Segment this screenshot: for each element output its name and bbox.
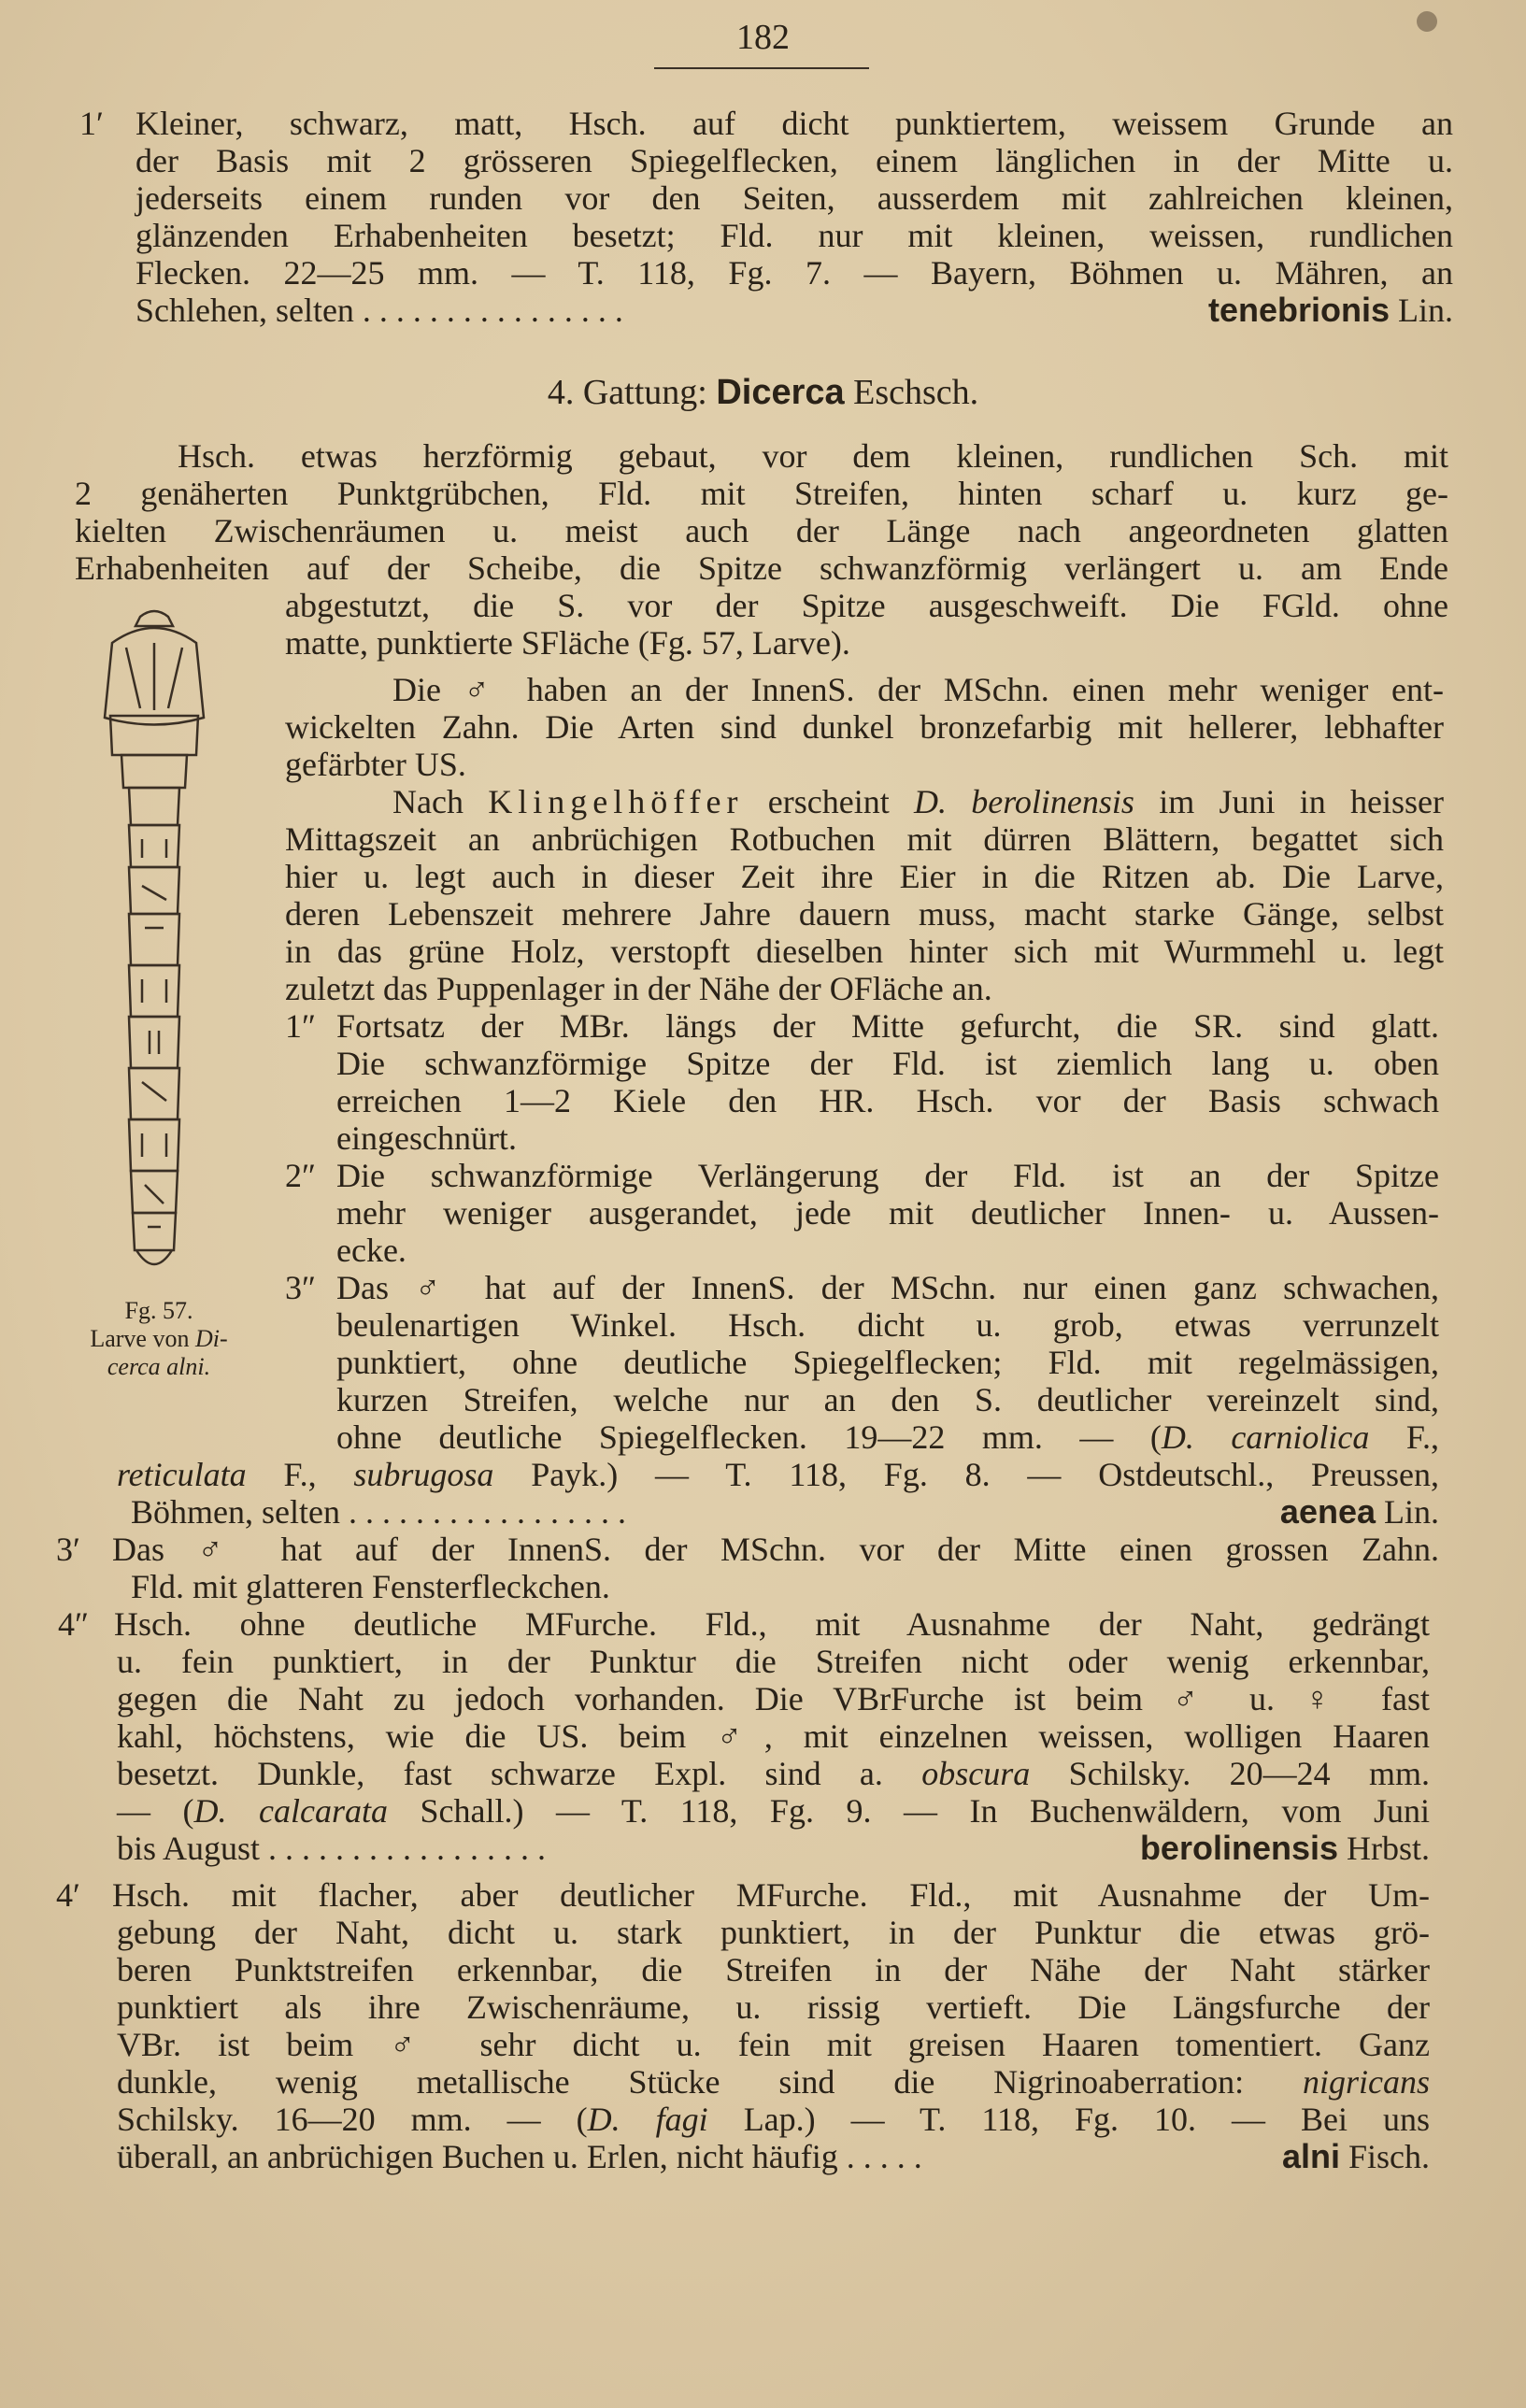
- text-line: [285, 970, 992, 1007]
- line-text: Die schwanzförmige Spitze der Fld. ist ziemlich lang u. oben: [336, 1045, 1439, 1082]
- text-line: [117, 1680, 1430, 1717]
- species-author: Lin.: [1398, 292, 1453, 329]
- species-entry: [1208, 292, 1453, 329]
- text-line: [117, 1914, 1430, 1951]
- text-line: [75, 549, 1448, 587]
- text-line: [75, 475, 1448, 512]
- line-text: besetzt. Dunkle, fast schwarze Expl. sind a.: [117, 1755, 922, 1792]
- text-line: [114, 1605, 1430, 1643]
- line-text: jederseits einem runden vor den Seiten, ausserdem mit zahlreichen kleinen,: [135, 179, 1453, 217]
- italic-name: nigricans: [1302, 2063, 1430, 2101]
- text-line: [336, 1269, 1439, 1306]
- text-line: [285, 746, 466, 783]
- line-text: mehr weniger ausgerandet, jede mit deutlicher Innen- u. Aussen-: [336, 1194, 1439, 1232]
- page-number-rule: [654, 67, 869, 69]
- caption-text: Larve von: [90, 1325, 195, 1352]
- author-name: Klingelhöffer: [488, 783, 744, 820]
- line-text: kielten Zwischenräumen u. meist auch der Länge nach angeordneten glatten: [75, 512, 1448, 549]
- line-text: Erhabenheiten auf der Scheibe, die Spitze schwanzförmig verlängert u. am Ende: [75, 549, 1448, 587]
- line-text: Kleiner, schwarz, matt, Hsch. auf dicht punktiertem, weissem Grunde an: [135, 105, 1453, 142]
- line-text: erscheint: [743, 783, 914, 820]
- text-line: [135, 179, 1453, 217]
- line-text: zuletzt das Puppenlager in der Nähe der OFläche an.: [285, 970, 992, 1007]
- line-text: Fld. mit glatteren Fensterfleckchen.: [131, 1568, 610, 1605]
- line-text: ecke.: [336, 1232, 406, 1269]
- species-entry: [1140, 1830, 1430, 1867]
- text-line: [336, 1344, 1439, 1381]
- line-text: ohne deutliche Spiegelflecken. 19—22 mm. — (: [336, 1418, 1162, 1456]
- caption-line-1: Fg. 57.: [124, 1297, 193, 1324]
- line-text: Schilsky. 16—20 mm. — (: [117, 2101, 588, 2138]
- genus-heading-prefix: 4. Gattung:: [547, 373, 717, 412]
- line-text: glänzenden Erhabenheiten besetzt; Fld. nur mit kleinen, weissen, rundlichen: [135, 217, 1453, 254]
- species-author: Fisch.: [1348, 2138, 1430, 2175]
- line-text: beulenartigen Winkel. Hsch. dicht u. grob, etwas verrunzelt: [336, 1306, 1439, 1344]
- text-line: [285, 895, 1444, 933]
- italic-name: D. berolinensis: [914, 783, 1134, 820]
- text-line: [336, 1082, 1439, 1119]
- text-line: [336, 1119, 517, 1157]
- caption-line-2: [56, 1325, 262, 1353]
- italic-name: D. calcarata: [193, 1792, 389, 1830]
- italic-name: D. carniolica: [1161, 1418, 1370, 1456]
- text-line: [135, 217, 1453, 254]
- species-entry: [1282, 2138, 1430, 2175]
- text-line: [131, 1568, 610, 1605]
- text-line: [117, 1792, 1430, 1830]
- line-text: Payk.) — T. 118, Fg. 8. — Ostdeutschl., Preussen,: [493, 1456, 1440, 1493]
- couplet-number: 1′: [79, 105, 104, 142]
- line-text: Lap.) — T. 118, Fg. 10. — Bei uns: [707, 2101, 1430, 2138]
- line-text: Das ♂ hat auf der InnenS. der MSchn. nur einen ganz schwachen,: [336, 1269, 1439, 1306]
- caption-italic: Di-: [194, 1325, 228, 1352]
- line-text: gebung der Naht, dicht u. stark punktiert, in der Punktur die etwas grö-: [117, 1914, 1430, 1951]
- line-text: Mittagszeit an anbrüchigen Rotbuchen mit dürren Blättern, begattet sich: [285, 820, 1444, 858]
- text-line: [336, 1381, 1439, 1418]
- line-text: VBr. ist beim ♂ sehr dicht u. fein mit greisen Haaren tomentiert. Ganz: [117, 2026, 1430, 2063]
- genus-name: Dicerca: [716, 373, 845, 412]
- line-text: hier u. legt auch in dieser Zeit ihre Eier in die Ritzen ab. Die Larve,: [285, 858, 1444, 895]
- line-text: gefärbter US.: [285, 746, 466, 783]
- text-line: [117, 2138, 1430, 2175]
- species-entry: [1280, 1493, 1439, 1531]
- text-line: [336, 1194, 1439, 1232]
- text-line: [285, 587, 1448, 624]
- line-text: Hsch. etwas herzförmig gebaut, vor dem kleinen, rundlichen Sch. mit: [178, 437, 1448, 475]
- text-line: [392, 783, 1444, 820]
- line-text: Böhmen, selten . . . . . . . . . . . . . . . . .: [131, 1493, 626, 1531]
- caption-line-3: cerca alni.: [107, 1353, 211, 1380]
- italic-name: subrugosa: [353, 1456, 494, 1493]
- text-line: [392, 671, 1444, 708]
- species-author: Hrbst.: [1347, 1830, 1430, 1867]
- line-text: punktiert, ohne deutliche Spiegelflecken; Fld. mit regelmässigen,: [336, 1344, 1439, 1381]
- line-text: kurzen Streifen, welche nur an den S. deutlicher vereinzelt sind,: [336, 1381, 1439, 1418]
- italic-name: reticulata: [117, 1456, 247, 1493]
- page-number: 182: [736, 18, 790, 57]
- line-text: Hsch. ohne deutliche MFurche. Fld., mit Ausnahme der Naht, gedrängt: [114, 1605, 1430, 1643]
- text-line: [117, 1830, 1430, 1867]
- text-line: [117, 2101, 1430, 2138]
- larva-illustration: [84, 606, 224, 1297]
- line-text: erreichen 1—2 Kiele den HR. Hsch. vor der Basis schwach: [336, 1082, 1439, 1119]
- text-line: [0, 374, 1526, 411]
- line-text: beren Punktstreifen erkennbar, die Streifen in der Nähe der Naht stärker: [117, 1951, 1430, 1988]
- line-text: gegen die Naht zu jedoch vorhanden. Die VBrFurche ist beim ♂ u. ♀ fast: [117, 1680, 1430, 1717]
- line-text: Schlehen, selten . . . . . . . . . . . . . . . .: [135, 292, 623, 329]
- genus-author: Eschsch.: [844, 373, 979, 412]
- line-text: Schall.) — T. 118, Fg. 9. — In Buchenwäldern, vom Juni: [388, 1792, 1430, 1830]
- text-line: [285, 624, 850, 662]
- line-text: im Juni in heisser: [1134, 783, 1445, 820]
- line-text: Flecken. 22—25 mm. — T. 118, Fg. 7. — Bayern, Böhmen u. Mähren, an: [135, 254, 1453, 292]
- line-text: bis August . . . . . . . . . . . . . . . . .: [117, 1830, 547, 1867]
- couplet-number: 4′: [56, 1876, 80, 1914]
- line-text: Die ♂ haben an der InnenS. der MSchn. einen mehr weniger ent-: [392, 671, 1444, 708]
- text-line: [75, 512, 1448, 549]
- line-text: in das grüne Holz, verstopft dieselben hinter sich mit Wurmmehl u. legt: [285, 933, 1444, 970]
- line-text: kahl, höchstens, wie die US. beim ♂, mit einzelnen weissen, wolligen Haaren: [117, 1717, 1430, 1755]
- species-author: Lin.: [1384, 1493, 1439, 1531]
- text-line: [117, 1717, 1430, 1755]
- line-text: abgestutzt, die S. vor der Spitze ausgeschweift. Die FGld. ohne: [285, 587, 1448, 624]
- line-text: deren Lebenszeit mehrere Jahre dauern muss, macht starke Gänge, selbst: [285, 895, 1444, 933]
- text-line: [135, 292, 1453, 329]
- text-line: [117, 1951, 1430, 1988]
- text-line: [117, 2063, 1430, 2101]
- line-text: Das ♂ hat auf der InnenS. der MSchn. vor der Mitte einen grossen Zahn.: [112, 1531, 1439, 1568]
- text-line: [117, 1456, 1439, 1493]
- species-name: aenea: [1279, 1492, 1376, 1531]
- text-line: [117, 1643, 1430, 1680]
- text-line: [285, 820, 1444, 858]
- italic-name: D. fagi: [587, 2101, 708, 2138]
- couplet-number: 4″: [58, 1605, 89, 1643]
- line-text: Fortsatz der MBr. längs der Mitte gefurcht, die SR. sind glatt.: [336, 1007, 1439, 1045]
- species-name: berolinensis: [1139, 1829, 1338, 1867]
- line-text: punktiert als ihre Zwischenräume, u. rissig vertieft. Die Längsfurche der: [117, 1988, 1430, 2026]
- species-name: tenebrionis: [1207, 291, 1390, 329]
- text-line: [112, 1531, 1439, 1568]
- line-text: überall, an anbrüchigen Buchen u. Erlen, nicht häufig . . . . .: [117, 2138, 922, 2175]
- couplet-number: 2″: [285, 1157, 316, 1194]
- figure-caption: [56, 1297, 262, 1381]
- line-text: wickelten Zahn. Die Arten sind dunkel bronzefarbig mit hellerer, lebhafter: [285, 708, 1444, 746]
- text-line: [135, 105, 1453, 142]
- couplet-number: 1″: [285, 1007, 316, 1045]
- text-line: [336, 1418, 1439, 1456]
- text-line: [117, 2026, 1430, 2063]
- italic-name: obscura: [921, 1755, 1031, 1792]
- text-line: [285, 708, 1444, 746]
- line-text: F.,: [1369, 1418, 1439, 1456]
- line-text: der Basis mit 2 grösseren Spiegelflecken, einem länglichen in der Mitte u.: [135, 142, 1453, 179]
- line-text: eingeschnürt.: [336, 1119, 517, 1157]
- couplet-number: 3′: [56, 1531, 80, 1568]
- line-text: — (: [117, 1792, 194, 1830]
- line-text: dunkle, wenig metallische Stücke sind die Nigrinoaberration:: [117, 2063, 1303, 2101]
- text-line: [178, 437, 1448, 475]
- text-line: [336, 1045, 1439, 1082]
- text-line: [285, 933, 1444, 970]
- line-text: Nach: [392, 783, 489, 820]
- text-line: [131, 1493, 1439, 1531]
- line-text: matte, punktierte SFläche (Fg. 57, Larve).: [285, 624, 850, 662]
- line-text: 2 genäherten Punktgrübchen, Fld. mit Streifen, hinten scharf u. kurz ge-: [75, 475, 1448, 512]
- line-text: Hsch. mit flacher, aber deutlicher MFurche. Fld., mit Ausnahme der Um-: [112, 1876, 1430, 1914]
- text-line: [135, 142, 1453, 179]
- text-line: [285, 858, 1444, 895]
- text-line: [336, 1306, 1439, 1344]
- text-line: [117, 1988, 1430, 2026]
- text-line: [135, 254, 1453, 292]
- line-text: u. fein punktiert, in der Punktur die Streifen nicht oder wenig erkennbar,: [117, 1643, 1430, 1680]
- text-line: [117, 1755, 1430, 1792]
- text-line: [336, 1232, 406, 1269]
- species-name: alni: [1281, 2137, 1340, 2175]
- text-line: [336, 1007, 1439, 1045]
- text-line: [336, 1157, 1439, 1194]
- couplet-number: 3″: [285, 1269, 316, 1306]
- line-text: Schilsky. 20—24 mm.: [1030, 1755, 1430, 1792]
- line-text: F.,: [246, 1456, 354, 1493]
- line-text: Die schwanzförmige Verlängerung der Fld. ist an der Spitze: [336, 1157, 1439, 1194]
- text-line: [112, 1876, 1430, 1914]
